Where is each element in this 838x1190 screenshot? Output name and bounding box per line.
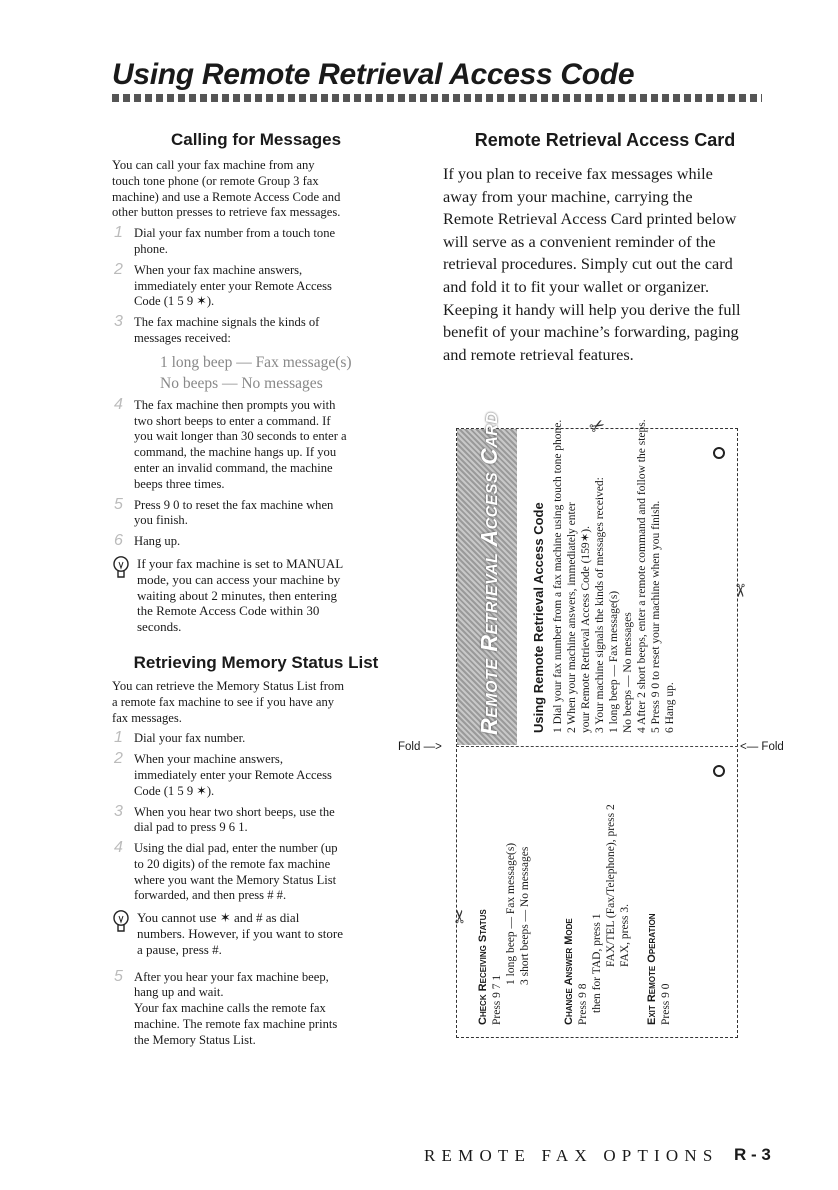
step-item xyxy=(112,967,400,1049)
lightbulb-icon xyxy=(112,556,130,580)
step-number: 1 xyxy=(114,224,123,242)
text-line: 3 short beeps — No messages xyxy=(519,846,531,985)
section-title: Check Receiving Status xyxy=(477,909,489,1025)
text-line: machine. The remote fax machine prints xyxy=(134,1017,338,1032)
note-manual-mode xyxy=(112,556,400,635)
card-band-title: Remote Retrieval Access Card xyxy=(476,411,502,735)
fold-label-right: <— Fold xyxy=(740,741,784,753)
text-line: you wait longer than 30 seconds to enter a xyxy=(134,429,347,444)
lightbulb-icon xyxy=(112,910,130,934)
text-line: enter an invalid command, the machine xyxy=(134,460,333,475)
card-back-check xyxy=(476,843,532,1025)
text-line: You can retrieve the Memory Status List from xyxy=(112,678,345,693)
text-line: 1 long beep — Fax message(s) xyxy=(505,842,517,985)
text-line: where you want the Memory Status List xyxy=(134,872,337,887)
memory-intro xyxy=(112,679,400,726)
text-line: Your fax machine calls the remote fax xyxy=(134,1001,326,1016)
step-number: 4 xyxy=(114,839,123,857)
step-item xyxy=(112,260,400,310)
text-line: will serve as a convenient reminder of the xyxy=(443,231,716,251)
text-line: beeps three times. xyxy=(134,476,225,491)
punch-hole xyxy=(713,447,725,459)
memory-heading: Retrieving Memory Status List xyxy=(133,652,379,672)
calling-steps xyxy=(112,226,400,635)
text-line: Code (1 5 9 ✶). xyxy=(134,783,215,798)
text-line: If you plan to receive fax messages while xyxy=(443,164,713,183)
card-back-change xyxy=(562,804,632,1025)
text-line: The fax machine then prompts you with xyxy=(134,397,336,412)
step-number: 3 xyxy=(114,313,123,331)
note-dial-numbers xyxy=(112,910,400,957)
text-line: Press 9 7 1 xyxy=(491,974,503,1025)
text-line: immediately enter your Remote Access xyxy=(134,278,332,293)
text-line: 6 Hang up. xyxy=(664,682,676,733)
step-number: 1 xyxy=(114,729,123,747)
step-item xyxy=(112,534,400,550)
step-number: 2 xyxy=(114,750,123,768)
text-line: 1 long beep — Fax message(s) xyxy=(608,590,620,733)
text-line: Press 9 8 xyxy=(577,983,589,1025)
text-line: machine) and use a Remote Access Code and xyxy=(112,189,341,204)
section-title: Change Answer Mode xyxy=(563,918,575,1025)
text-line: When your machine answers, xyxy=(134,752,283,767)
step-item xyxy=(112,495,400,530)
text-line: you finish. xyxy=(134,513,188,528)
text-line: When your fax machine answers, xyxy=(134,262,303,277)
card-back-exit xyxy=(645,913,673,1025)
card-fold-line xyxy=(456,746,738,747)
text-line: dial pad to press 9 6 1. xyxy=(134,820,248,835)
step-item xyxy=(112,841,400,904)
text-line: 2 When your machine answers, immediately enter xyxy=(566,502,578,733)
text-line: a remote fax machine to see if you have any xyxy=(112,694,335,709)
text-line: FAX/TEL (Fax/Telephone), press 2 xyxy=(605,804,617,967)
text-line: other button presses to retrieve fax messages. xyxy=(112,205,341,220)
signal-none: No beeps — No messages xyxy=(160,374,323,392)
text-line: You can call your fax machine from any xyxy=(112,158,315,172)
text-line: a pause, press #. xyxy=(137,941,222,957)
text-line: retrieval procedures. Simply cut out the card xyxy=(443,254,733,274)
left-column xyxy=(112,130,400,1054)
text-line: 3 Your machine signals the kinds of messages received: xyxy=(594,477,606,733)
text-line: the Remote Access Code within 30 xyxy=(137,603,320,619)
text-line: fax messages. xyxy=(112,710,182,725)
text-line: Keeping it handy will help you derive the full xyxy=(443,299,741,319)
text-line: the Memory Status List. xyxy=(134,1032,256,1047)
step-number: 5 xyxy=(114,967,123,985)
text-line: No beeps — No messages xyxy=(622,612,634,733)
text-line: touch tone phone (or remote Group 3 fax xyxy=(112,173,319,188)
title-underline-pattern xyxy=(112,94,762,102)
calling-heading: Calling for Messages xyxy=(170,130,342,149)
scissors-icon: ✂ xyxy=(730,582,751,599)
text-line: Remote Retrieval Access Card printed below xyxy=(443,209,737,229)
step-item xyxy=(112,802,400,837)
calling-intro xyxy=(112,158,400,221)
fold-label-text: Fold xyxy=(761,741,784,753)
text-line: 5 Press 9 0 to reset your machine when you finish. xyxy=(650,500,662,733)
page-title: Using Remote Retrieval Access Code xyxy=(112,58,635,91)
text-line: You cannot use ✶ and # as dial xyxy=(137,910,300,926)
signal-fax: 1 long beep — Fax message(s) xyxy=(160,353,352,371)
text-line: Code (1 5 9 ✶). xyxy=(134,294,215,309)
text-line: two short beeps to enter a command. If xyxy=(134,413,331,428)
text-line: benefit of your machine’s forwarding, paging xyxy=(443,322,739,342)
text-line: and fold it to fit your wallet or organizer. xyxy=(443,276,710,296)
fold-label-left: Fold —> xyxy=(398,741,442,753)
text-line: numbers. However, if you want to store xyxy=(137,926,343,942)
scissors-icon: ✂ xyxy=(450,908,471,925)
text-line: forwarded, and then press # #. xyxy=(134,888,287,903)
text-line: hang up and wait. xyxy=(134,985,224,1000)
step-number: 5 xyxy=(114,495,123,513)
text-line: your Remote Retrieval Access Code (159✶). xyxy=(580,526,592,733)
text-line: seconds. xyxy=(137,619,182,635)
step-number: 3 xyxy=(114,802,123,820)
card-section-heading: Remote Retrieval Access Card xyxy=(474,130,736,150)
text-line: Press 9 0 xyxy=(660,983,672,1025)
step-item xyxy=(112,752,400,799)
step-number: 2 xyxy=(114,260,123,278)
step-item xyxy=(112,395,400,493)
text-line: Using the dial pad, enter the number (up xyxy=(134,841,338,856)
text-line: 4 After 2 short beeps, enter a remote command and follow the steps. xyxy=(636,419,648,733)
text-line: 1 Dial your fax number from a fax machine using touch tone phone. xyxy=(552,419,564,733)
text-line: phone. xyxy=(134,241,168,256)
text-line: Dial your fax number from a touch tone xyxy=(134,226,336,241)
text-line: FAX, press 3. xyxy=(619,903,631,967)
text-line: messages received: xyxy=(134,330,231,345)
step-item xyxy=(112,226,400,258)
step-number: 4 xyxy=(114,395,123,413)
text-line: After you hear your fax machine beep, xyxy=(134,969,329,984)
text-line: Press 9 0 to reset the fax machine when xyxy=(134,497,334,512)
text-line: mode, you can access your machine by xyxy=(137,571,341,587)
footer-section: REMOTE FAX OPTIONS xyxy=(424,1146,719,1165)
text-line: Hang up. xyxy=(134,534,181,549)
text-line: immediately enter your Remote Access xyxy=(134,767,332,782)
text-line: and remote retrieval features. xyxy=(443,344,634,364)
text-line: then for TAD, press 1 xyxy=(591,913,603,1013)
scissors-icon: ✂ xyxy=(585,413,609,439)
text-line: If your fax machine is set to MANUAL xyxy=(137,555,344,571)
step-number: 6 xyxy=(114,532,123,550)
text-line: away from your machine, carrying the xyxy=(443,186,693,206)
step-item xyxy=(112,315,400,347)
text-line: When you hear two short beeps, use the xyxy=(134,804,335,819)
text-line: to 20 digits) of the remote fax machine xyxy=(134,856,331,871)
card-steps xyxy=(551,419,677,733)
card-intro-paragraph xyxy=(443,163,773,366)
footer-page-number: R - 3 xyxy=(734,1145,771,1164)
text-line: Dial your fax number. xyxy=(134,731,246,746)
text-line: command, the machine hangs up. If you xyxy=(134,445,337,460)
card-heading: Using Remote Retrieval Access Code xyxy=(531,502,546,733)
text-line: waiting about 2 minutes, then entering xyxy=(137,587,338,603)
signal-list xyxy=(112,352,400,394)
memory-steps xyxy=(112,731,400,1048)
punch-hole xyxy=(713,765,725,777)
text-line: The fax machine signals the kinds of xyxy=(134,315,320,330)
step-item xyxy=(112,731,400,747)
section-title: Exit Remote Operation xyxy=(646,913,658,1025)
fold-label-text: Fold xyxy=(398,741,421,753)
